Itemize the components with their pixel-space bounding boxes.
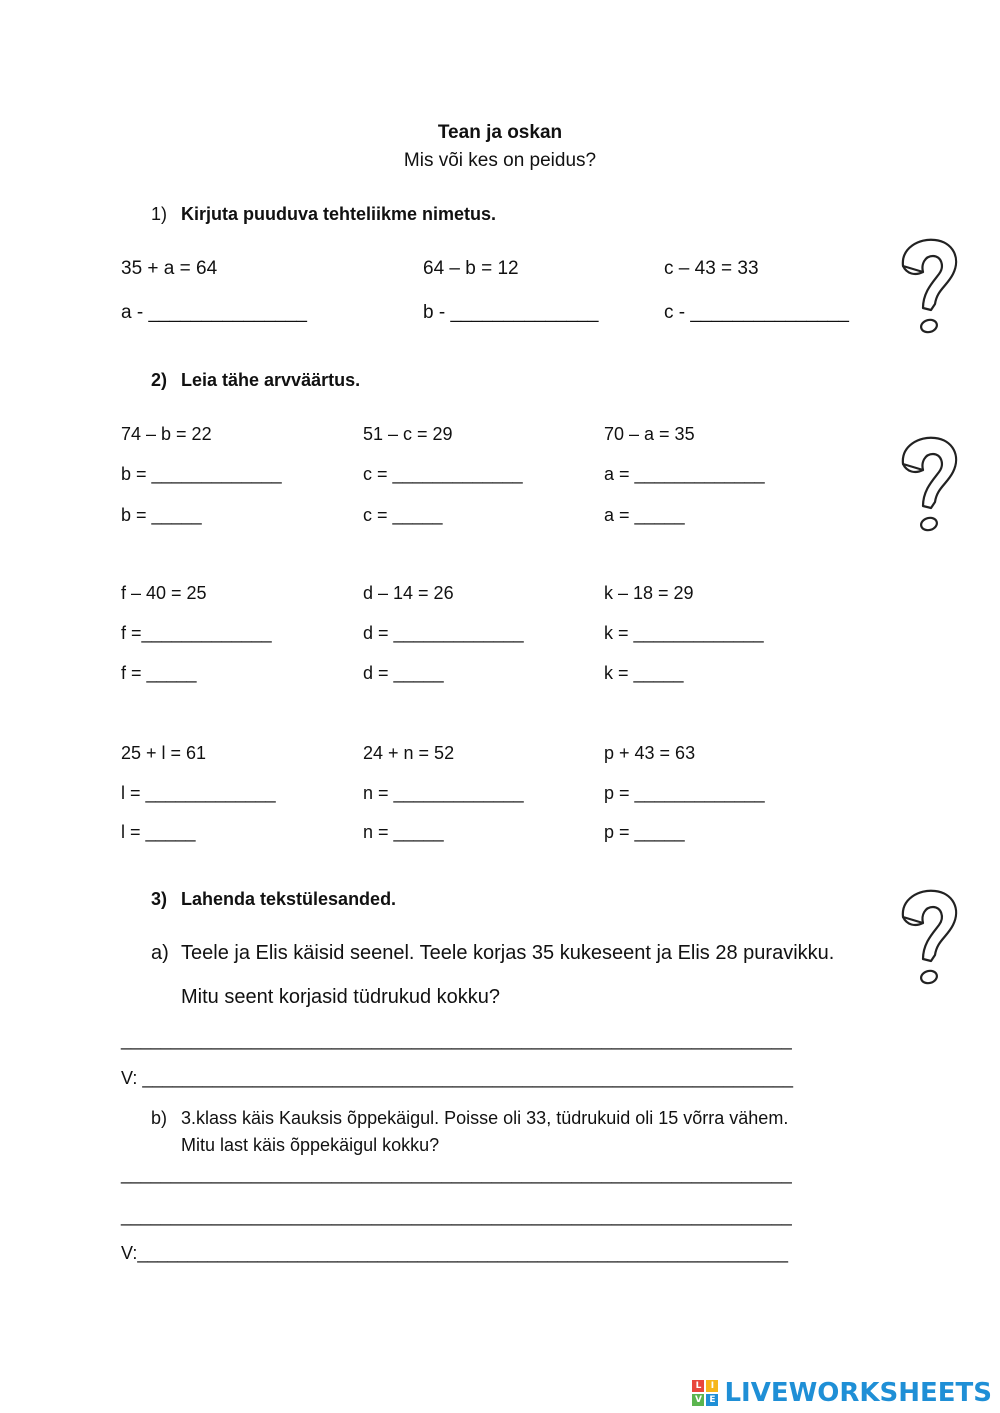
answer-blank[interactable]: k = _____ bbox=[604, 663, 684, 683]
answer-blank[interactable]: c = _____ bbox=[363, 505, 443, 525]
logo-block: V bbox=[692, 1394, 704, 1406]
equation: f – 40 = 25 bbox=[121, 583, 207, 603]
page-title: Tean ja oskan bbox=[437, 122, 563, 143]
answer-line[interactable]: V:_________________________________________________________________ bbox=[121, 1243, 789, 1263]
answer-line[interactable]: V: _________________________________________________________________ bbox=[121, 1068, 794, 1088]
section1-number: 1) bbox=[151, 204, 168, 224]
problem-b-question: Mitu last käis õppekäigul kokku? bbox=[181, 1135, 440, 1155]
equation: 24 + n = 52 bbox=[363, 743, 455, 763]
equation: 25 + l = 61 bbox=[121, 743, 207, 763]
section1-title: Kirjuta puuduva tehteliikme nimetus. bbox=[181, 204, 497, 224]
equation: c – 43 = 33 bbox=[664, 258, 759, 279]
answer-blank[interactable]: c - _______________ bbox=[664, 302, 849, 323]
work-blank[interactable]: f =_____________ bbox=[121, 623, 272, 643]
answer-blank[interactable]: f = _____ bbox=[121, 663, 197, 683]
equation: 64 – b = 12 bbox=[423, 258, 519, 279]
work-blank[interactable]: k = _____________ bbox=[604, 623, 764, 643]
answer-blank[interactable]: n = _____ bbox=[363, 822, 444, 842]
problem-a-text: Teele ja Elis käisid seenel. Teele korjas 35 kukeseent ja Elis 28 puravikku. bbox=[181, 942, 835, 964]
answer-blank[interactable]: b - ______________ bbox=[423, 302, 599, 323]
section3-number: 3) bbox=[151, 889, 168, 909]
liveworksheets-logo[interactable] bbox=[692, 1378, 992, 1408]
section2-number: 2) bbox=[151, 370, 168, 390]
answer-blank[interactable]: b = _____ bbox=[121, 505, 202, 525]
question-mark-icon bbox=[893, 236, 963, 340]
work-blank[interactable]: l = _____________ bbox=[121, 783, 276, 803]
answer-blank[interactable]: a - _______________ bbox=[121, 302, 307, 323]
logo-block: E bbox=[706, 1394, 718, 1406]
solution-blank[interactable]: ___________________________________________________________________ bbox=[121, 1206, 792, 1226]
problem-b-label: b) bbox=[151, 1108, 168, 1128]
equation: 70 – a = 35 bbox=[604, 424, 695, 444]
answer-blank[interactable]: d = _____ bbox=[363, 663, 444, 683]
solution-blank[interactable]: ___________________________________________________________________ bbox=[121, 1030, 792, 1050]
equation: p + 43 = 63 bbox=[604, 743, 696, 763]
logo-block: I bbox=[706, 1380, 718, 1392]
section2-title: Leia tähe arvväärtus. bbox=[181, 370, 361, 390]
answer-blank[interactable]: l = _____ bbox=[121, 822, 196, 842]
problem-a-question: Mitu seent korjasid tüdrukud kokku? bbox=[181, 986, 501, 1008]
question-mark-icon bbox=[893, 434, 963, 538]
equation: d – 14 = 26 bbox=[363, 583, 454, 603]
section3-title: Lahenda tekstülesanded. bbox=[181, 889, 397, 909]
equation: 51 – c = 29 bbox=[363, 424, 453, 444]
question-mark-icon bbox=[893, 887, 963, 991]
solution-blank[interactable]: ___________________________________________________________________ bbox=[121, 1164, 792, 1184]
equation: 35 + a = 64 bbox=[121, 258, 218, 279]
problem-a-label: a) bbox=[151, 942, 169, 964]
work-blank[interactable]: a = _____________ bbox=[604, 464, 765, 484]
logo-block: L bbox=[692, 1380, 704, 1392]
work-blank[interactable]: c = _____________ bbox=[363, 464, 523, 484]
work-blank[interactable]: b = _____________ bbox=[121, 464, 282, 484]
work-blank[interactable]: p = _____________ bbox=[604, 783, 765, 803]
equation: k – 18 = 29 bbox=[604, 583, 694, 603]
answer-blank[interactable]: p = _____ bbox=[604, 822, 685, 842]
problem-b-text: 3.klass käis Kauksis õppekäigul. Poisse oli 33, tüdrukuid oli 15 võrra vähem. bbox=[181, 1108, 789, 1128]
answer-blank[interactable]: a = _____ bbox=[604, 505, 685, 525]
work-blank[interactable]: d = _____________ bbox=[363, 623, 524, 643]
logo-text: LIVEWORKSHEETS bbox=[724, 1378, 992, 1408]
work-blank[interactable]: n = _____________ bbox=[363, 783, 524, 803]
page-subtitle: Mis või kes on peidus? bbox=[403, 150, 597, 171]
equation: 74 – b = 22 bbox=[121, 424, 212, 444]
logo-blocks-icon bbox=[692, 1380, 718, 1406]
